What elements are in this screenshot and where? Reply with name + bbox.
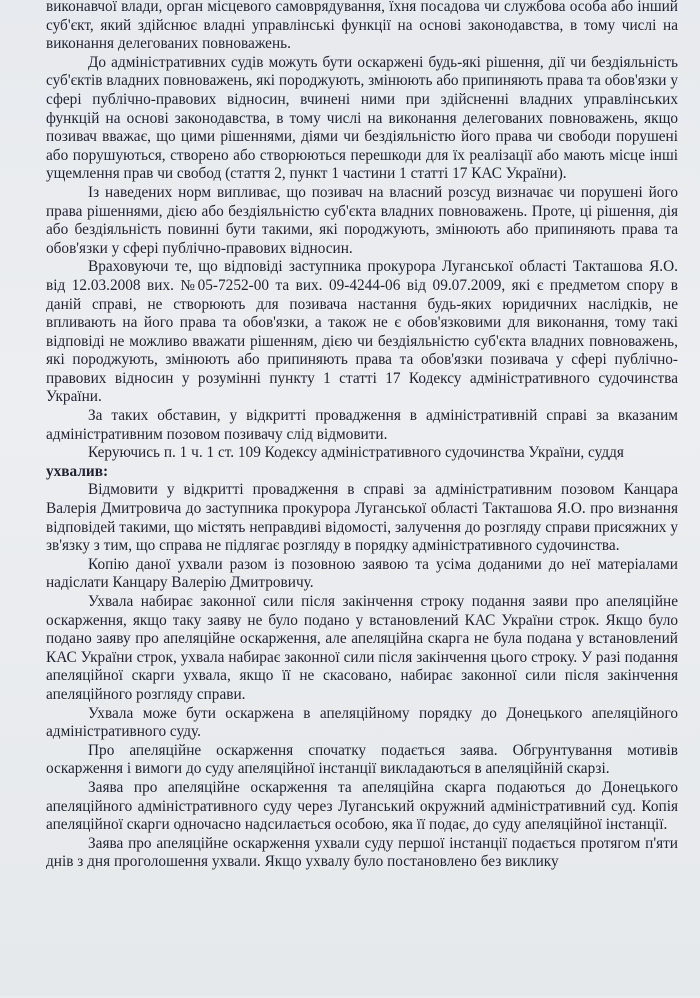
paragraph: Копію даної ухвали разом із позовною заявою та усіма доданими до неї матеріалами надіслати Канцару Валерію Дмитровичу. bbox=[46, 555, 678, 592]
paragraph: Ухвала набирає законної сили після закінчення строку подання заяви про апеляційне оскарження, якщо таку заяву не було подано у встановлений КАС України строк. Якщо було подано заяву про апеляційне оскарження, але апеляційна скарга не була подана у встановлений КАС України строк, ухвала набирає законної сили після закінчення цього строку. У разі подання апеляційної скарги ухвала, якщо її не скасовано, набирає законної сили після закінчення апеляційного розгляду справи. bbox=[46, 593, 678, 703]
decision-heading: ухвалив: bbox=[46, 462, 109, 480]
paragraph: Про апеляційне оскарження спочатку подається заява. Обгрунтування мотивів оскарження і вимоги до суду апеляційної інстанції викладаються в апеляційній скарзі. bbox=[46, 741, 678, 778]
paragraph: Відмовити у відкритті провадження в справі за адміністративним позовом Канцара Валерія Дмитровича до заступника прокурора Луганської області Такташова Я.О. про визнання відповідей такими, що містять неправдиві відомості, залучення до розгляду справи присяжних у зв'язку з тим, що справа не підлягає розгляду в порядку адміністративного судочинства. bbox=[46, 481, 678, 555]
paragraph: Заява про апеляційне оскарження ухвали суду першої інстанції подається протягом п'яти днів з дня проголошення ухвали. Якщо ухвалу було постановлено без виклику bbox=[46, 834, 678, 871]
paragraph: Ухвала може бути оскаржена в апеляційному порядку до Донецького апеляційного адміністративного суду. bbox=[46, 704, 678, 741]
paragraph: Заява про апеляційне оскарження та апеляційна скарга подаються до Донецького апеляційного адміністративного суду через Луганський окружний адміністративний суд. Копія апеляційної скарги одночасно надсилається особою, яка її подає, до суду апеляційної інстанції. bbox=[46, 778, 678, 834]
document-body bbox=[46, 0, 678, 872]
paragraph: Із наведених норм випливає, що позивач на власний розсуд визначає чи порушені його права рішеннями, дією або бездіяльністю суб'єкта владних повноважень. Проте, ці рішення, дія або бездіяльність повинні бути такими, які породжують, змінюють або припиняють права та обов'язки у сфері публічно-правових відносин. bbox=[46, 183, 678, 257]
paragraph: За таких обставин, у відкритті провадження в адміністративній справі за вказаним адміністративним позовом позивачу слід відмовити. bbox=[46, 407, 678, 443]
paragraph: виконавчої влади, орган місцевого самоврядування, їхня посадова чи службова особа або інший суб'єкт, який здійснює владні управлінські функції на основі законодавства, в тому числі на виконання делегованих повноважень. bbox=[46, 0, 678, 53]
paragraph: Враховуючи те, що відповіді заступника прокурора Луганської області Такташова Я.О. від 12.03.2008 вих. №05-7252-00 та вих. 09-4244-06 від 09.07.2009, які є предметом спору в даній справі, не створюють для позивача настання будь-яких юридичних наслідків, не впливають на його права та обов'язки, а також не є обов'язковими для виконання, тому такі відповіді не можливо вважати рішенням, дією чи бездіяльністю суб'єкта владних повноважень, які породжують, змінюють або припиняють права та обов'язки позивача у сфері публічно-правових відносин у розумінні пункту 1 статті 17 Кодексу адміністративного судочинства України. bbox=[46, 258, 678, 406]
paragraph: Керуючись п. 1 ч. 1 ст. 109 Кодексу адміністративного судочинства України, суддя bbox=[88, 444, 624, 462]
paragraph: До адміністративних судів можуть бути оскаржені будь-які рішення, дії чи бездіяльність суб'єктів владних повноважень, які породжують, змінюють або припиняють права та обов'язки у сфері публічно-правових відносин, вчинені ними при здійсненні владних управлінських функцій на основі законодавства, в тому числі на виконання делегованих повноважень, якщо позивач вважає, що цими рішеннями, діями чи бездіяльністю його права чи свободи порушені або порушуються, створено або створюються перешкоди для їх реалізації або мають місце інші ущемлення прав чи свобод (стаття 2, пункт 1 частини 1 статті 17 КАС України). bbox=[46, 53, 678, 183]
